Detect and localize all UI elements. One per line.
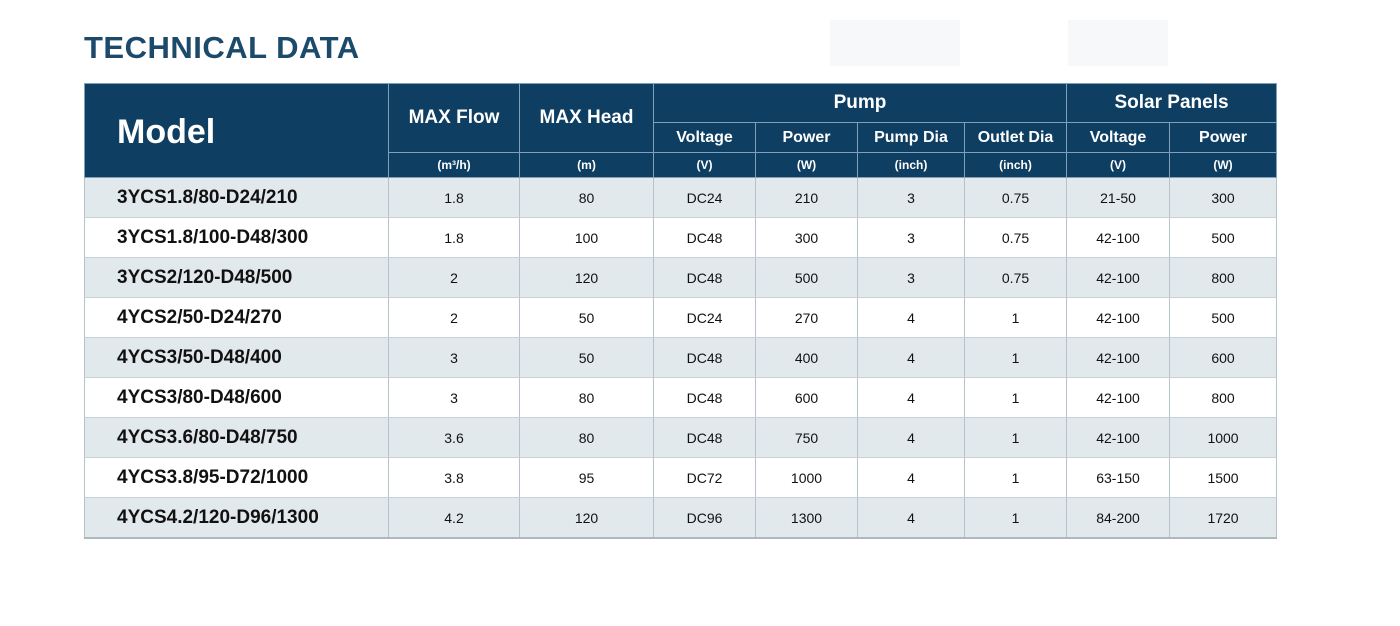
header-model: Model xyxy=(85,84,389,178)
cell-model: 4YCS3/80-D48/600 xyxy=(85,378,389,418)
cell-max-flow: 3.8 xyxy=(389,458,520,498)
cell-outlet-dia: 0.75 xyxy=(965,218,1067,258)
cell-pump-voltage: DC48 xyxy=(654,418,756,458)
cell-model: 4YCS2/50-D24/270 xyxy=(85,298,389,338)
cell-pump-dia: 4 xyxy=(858,418,965,458)
cell-model: 3YCS1.8/80-D24/210 xyxy=(85,178,389,218)
cell-pump-voltage: DC24 xyxy=(654,298,756,338)
cell-outlet-dia: 1 xyxy=(965,498,1067,539)
cell-solar-voltage: 42-100 xyxy=(1067,298,1170,338)
cell-max-flow: 1.8 xyxy=(389,178,520,218)
cell-pump-dia: 3 xyxy=(858,258,965,298)
cell-model: 3YCS1.8/100-D48/300 xyxy=(85,218,389,258)
unit-solar-voltage: (V) xyxy=(1067,153,1170,178)
cell-outlet-dia: 1 xyxy=(965,298,1067,338)
cell-solar-voltage: 42-100 xyxy=(1067,218,1170,258)
cell-max-head: 50 xyxy=(520,338,654,378)
cell-solar-voltage: 42-100 xyxy=(1067,258,1170,298)
table-row xyxy=(85,218,1277,258)
header-pump-power: Power xyxy=(756,123,858,153)
header-pump-group: Pump xyxy=(654,84,1067,123)
cell-model: 4YCS3.6/80-D48/750 xyxy=(85,418,389,458)
cell-pump-power: 300 xyxy=(756,218,858,258)
cell-outlet-dia: 0.75 xyxy=(965,258,1067,298)
header-pump-voltage: Voltage xyxy=(654,123,756,153)
cell-pump-voltage: DC48 xyxy=(654,258,756,298)
cell-pump-power: 500 xyxy=(756,258,858,298)
cell-pump-dia: 3 xyxy=(858,178,965,218)
cell-pump-voltage: DC48 xyxy=(654,378,756,418)
cell-outlet-dia: 0.75 xyxy=(965,178,1067,218)
table-row xyxy=(85,378,1277,418)
header-max-head: MAX Head xyxy=(520,84,654,153)
faint-watermark-block xyxy=(1068,20,1168,66)
cell-pump-dia: 4 xyxy=(858,458,965,498)
cell-solar-voltage: 42-100 xyxy=(1067,338,1170,378)
cell-solar-power: 1720 xyxy=(1170,498,1277,539)
cell-max-head: 100 xyxy=(520,218,654,258)
header-solar-power: Power xyxy=(1170,123,1277,153)
cell-pump-dia: 4 xyxy=(858,298,965,338)
cell-max-flow: 2 xyxy=(389,258,520,298)
technical-data-table xyxy=(84,83,1277,539)
cell-model: 4YCS3/50-D48/400 xyxy=(85,338,389,378)
table-row xyxy=(85,498,1277,539)
unit-pump-power: (W) xyxy=(756,153,858,178)
table-row xyxy=(85,418,1277,458)
cell-pump-power: 400 xyxy=(756,338,858,378)
table-row xyxy=(85,458,1277,498)
cell-max-flow: 4.2 xyxy=(389,498,520,539)
unit-max-flow: (m³/h) xyxy=(389,153,520,178)
page-title: TECHNICAL DATA xyxy=(84,30,360,65)
cell-pump-voltage: DC24 xyxy=(654,178,756,218)
header-solar-voltage: Voltage xyxy=(1067,123,1170,153)
cell-solar-voltage: 84-200 xyxy=(1067,498,1170,539)
cell-pump-power: 270 xyxy=(756,298,858,338)
cell-solar-voltage: 21-50 xyxy=(1067,178,1170,218)
cell-solar-voltage: 42-100 xyxy=(1067,418,1170,458)
cell-outlet-dia: 1 xyxy=(965,418,1067,458)
cell-max-head: 50 xyxy=(520,298,654,338)
unit-outlet-dia: (inch) xyxy=(965,153,1067,178)
cell-pump-power: 210 xyxy=(756,178,858,218)
cell-max-head: 80 xyxy=(520,178,654,218)
unit-max-head: (m) xyxy=(520,153,654,178)
cell-solar-power: 500 xyxy=(1170,218,1277,258)
cell-max-head: 95 xyxy=(520,458,654,498)
cell-model: 4YCS3.8/95-D72/1000 xyxy=(85,458,389,498)
cell-solar-power: 500 xyxy=(1170,298,1277,338)
table-row xyxy=(85,298,1277,338)
unit-pump-dia: (inch) xyxy=(858,153,965,178)
cell-solar-voltage: 42-100 xyxy=(1067,378,1170,418)
header-pump-dia: Pump Dia xyxy=(858,123,965,153)
table-row xyxy=(85,258,1277,298)
cell-pump-dia: 4 xyxy=(858,338,965,378)
header-solar-panels-group: Solar Panels xyxy=(1067,84,1277,123)
cell-max-head: 80 xyxy=(520,418,654,458)
cell-pump-power: 750 xyxy=(756,418,858,458)
cell-pump-dia: 3 xyxy=(858,218,965,258)
cell-pump-dia: 4 xyxy=(858,498,965,539)
cell-max-head: 120 xyxy=(520,498,654,539)
cell-max-flow: 1.8 xyxy=(389,218,520,258)
cell-solar-voltage: 63-150 xyxy=(1067,458,1170,498)
cell-max-head: 80 xyxy=(520,378,654,418)
table-row xyxy=(85,338,1277,378)
cell-max-flow: 3 xyxy=(389,378,520,418)
cell-solar-power: 1000 xyxy=(1170,418,1277,458)
cell-pump-power: 1000 xyxy=(756,458,858,498)
table-body xyxy=(85,178,1277,539)
cell-solar-power: 600 xyxy=(1170,338,1277,378)
cell-max-head: 120 xyxy=(520,258,654,298)
header-max-flow: MAX Flow xyxy=(389,84,520,153)
table-header xyxy=(85,84,1277,178)
cell-pump-power: 1300 xyxy=(756,498,858,539)
cell-pump-power: 600 xyxy=(756,378,858,418)
cell-pump-voltage: DC48 xyxy=(654,218,756,258)
cell-solar-power: 800 xyxy=(1170,378,1277,418)
cell-pump-voltage: DC48 xyxy=(654,338,756,378)
cell-outlet-dia: 1 xyxy=(965,458,1067,498)
cell-pump-dia: 4 xyxy=(858,378,965,418)
header-outlet-dia: Outlet Dia xyxy=(965,123,1067,153)
table-row xyxy=(85,178,1277,218)
cell-solar-power: 300 xyxy=(1170,178,1277,218)
cell-max-flow: 2 xyxy=(389,298,520,338)
cell-pump-voltage: DC72 xyxy=(654,458,756,498)
cell-model: 3YCS2/120-D48/500 xyxy=(85,258,389,298)
cell-pump-voltage: DC96 xyxy=(654,498,756,539)
unit-solar-power: (W) xyxy=(1170,153,1277,178)
cell-outlet-dia: 1 xyxy=(965,338,1067,378)
cell-solar-power: 800 xyxy=(1170,258,1277,298)
cell-model: 4YCS4.2/120-D96/1300 xyxy=(85,498,389,539)
cell-outlet-dia: 1 xyxy=(965,378,1067,418)
cell-max-flow: 3 xyxy=(389,338,520,378)
unit-pump-voltage: (V) xyxy=(654,153,756,178)
faint-watermark-block xyxy=(830,20,960,66)
cell-solar-power: 1500 xyxy=(1170,458,1277,498)
cell-max-flow: 3.6 xyxy=(389,418,520,458)
